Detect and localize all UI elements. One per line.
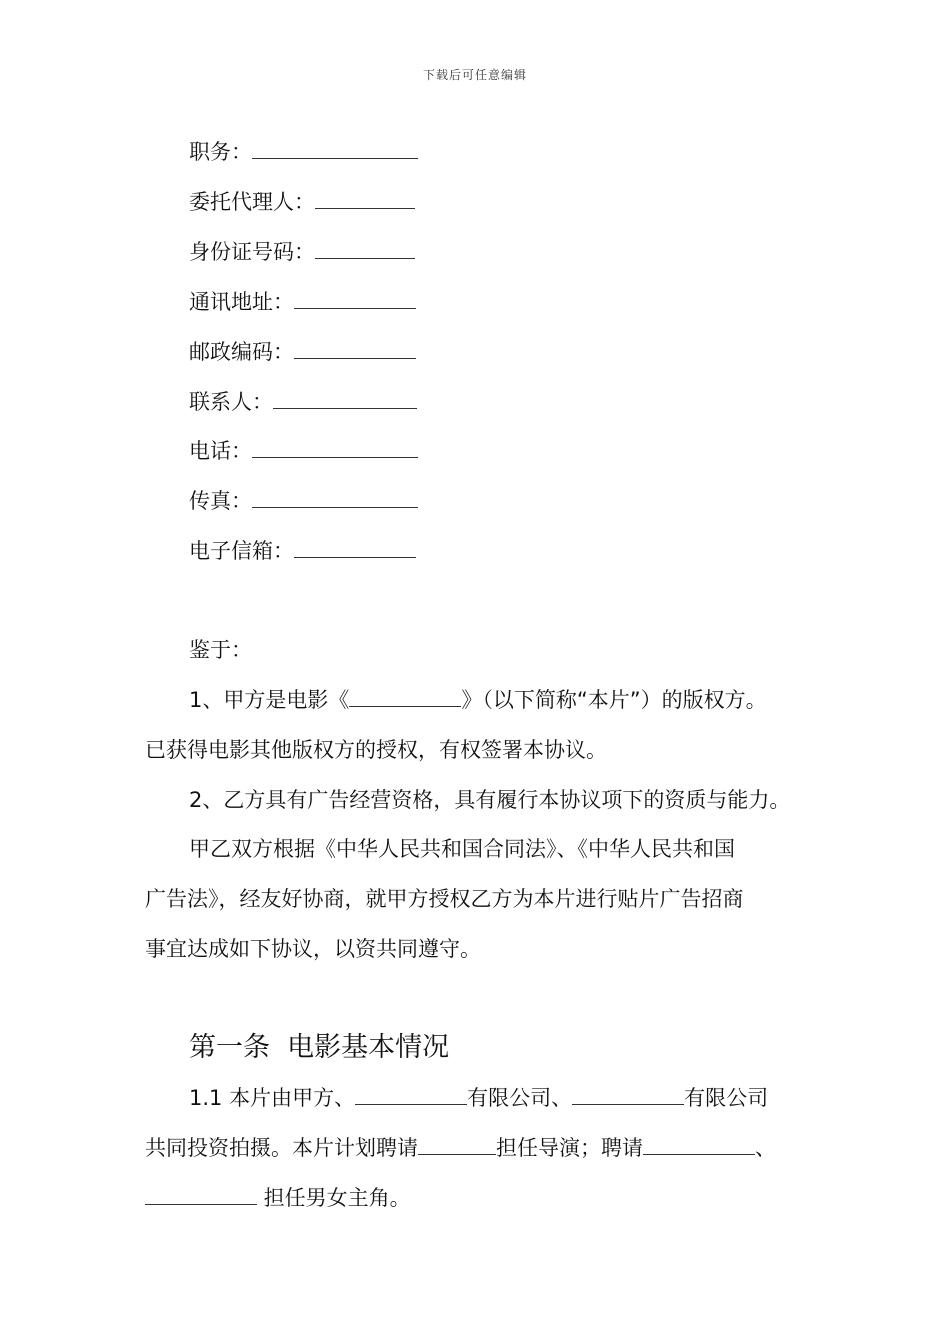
field-blank[interactable] bbox=[252, 138, 418, 159]
page-header: 下载后可任意编辑 bbox=[422, 68, 527, 82]
text: 担任导演；聘请 bbox=[496, 1136, 643, 1160]
field-label: 职务： bbox=[189, 140, 252, 164]
lead-actress-blank[interactable] bbox=[145, 1184, 257, 1205]
field-blank[interactable] bbox=[294, 288, 416, 309]
field-label: 电子信箱： bbox=[189, 539, 294, 563]
recital-item-2: 2、乙方具有广告经营资格，具有履行本协议项下的资质与能力。 bbox=[189, 788, 791, 812]
text: 有限公司 bbox=[684, 1086, 769, 1110]
recital-item-1-cont: 已获得电影其他版权方的授权，有权签署本协议。 bbox=[145, 738, 607, 762]
field-blank[interactable] bbox=[315, 238, 415, 259]
text: 1.1 本片由甲方、 bbox=[189, 1086, 356, 1110]
article-1-para-1 bbox=[189, 1084, 768, 1112]
field-phone bbox=[189, 437, 418, 465]
field-blank[interactable] bbox=[252, 437, 418, 458]
article-1-para-2 bbox=[145, 1134, 776, 1162]
field-blank[interactable] bbox=[294, 537, 416, 558]
text: 担任男女主角。 bbox=[257, 1186, 411, 1210]
field-contact bbox=[189, 388, 417, 416]
field-label: 联系人： bbox=[189, 390, 273, 414]
article-1-title: 第一条 电影基本情况 bbox=[189, 1032, 450, 1063]
field-label: 电话： bbox=[189, 439, 252, 463]
field-blank[interactable] bbox=[315, 188, 415, 209]
director-blank[interactable] bbox=[418, 1134, 496, 1155]
field-blank[interactable] bbox=[273, 388, 417, 409]
field-label: 邮政编码： bbox=[189, 340, 294, 364]
field-fax bbox=[189, 487, 418, 515]
field-agent bbox=[189, 188, 415, 216]
field-label: 委托代理人： bbox=[189, 190, 315, 214]
field-address bbox=[189, 288, 416, 316]
agreement-line-1: 甲乙双方根据《中华人民共和国合同法》、《中华人民共和国 bbox=[189, 837, 735, 861]
article-1-para-3 bbox=[145, 1184, 411, 1212]
field-postcode bbox=[189, 338, 416, 366]
text: 共同投资拍摄。本片计划聘请 bbox=[145, 1136, 418, 1160]
field-label: 身份证号码： bbox=[189, 240, 315, 264]
company-blank-2[interactable] bbox=[572, 1084, 684, 1105]
field-label: 传真： bbox=[189, 489, 252, 513]
field-position bbox=[189, 138, 418, 166]
field-blank[interactable] bbox=[294, 338, 416, 359]
recital-item-1 bbox=[189, 686, 767, 714]
agreement-line-3: 事宜达成如下协议，以资共同遵守。 bbox=[145, 937, 481, 961]
company-blank-1[interactable] bbox=[355, 1084, 467, 1105]
field-label: 通讯地址： bbox=[189, 290, 294, 314]
film-title-blank[interactable] bbox=[349, 686, 461, 707]
agreement-line-2: 广告法》，经友好协商，就甲方授权乙方为本片进行贴片广告招商 bbox=[145, 887, 744, 911]
recitals-intro: 鉴于： bbox=[189, 638, 252, 662]
lead-actor-blank[interactable] bbox=[643, 1134, 755, 1155]
field-blank[interactable] bbox=[252, 487, 418, 508]
text: 》（以下简称“本片”）的版权方。 bbox=[461, 688, 767, 712]
field-id-number bbox=[189, 238, 415, 266]
text: 1、甲方是电影《 bbox=[189, 688, 350, 712]
field-email bbox=[189, 537, 416, 565]
text: 、 bbox=[755, 1136, 776, 1160]
text: 有限公司、 bbox=[467, 1086, 573, 1110]
